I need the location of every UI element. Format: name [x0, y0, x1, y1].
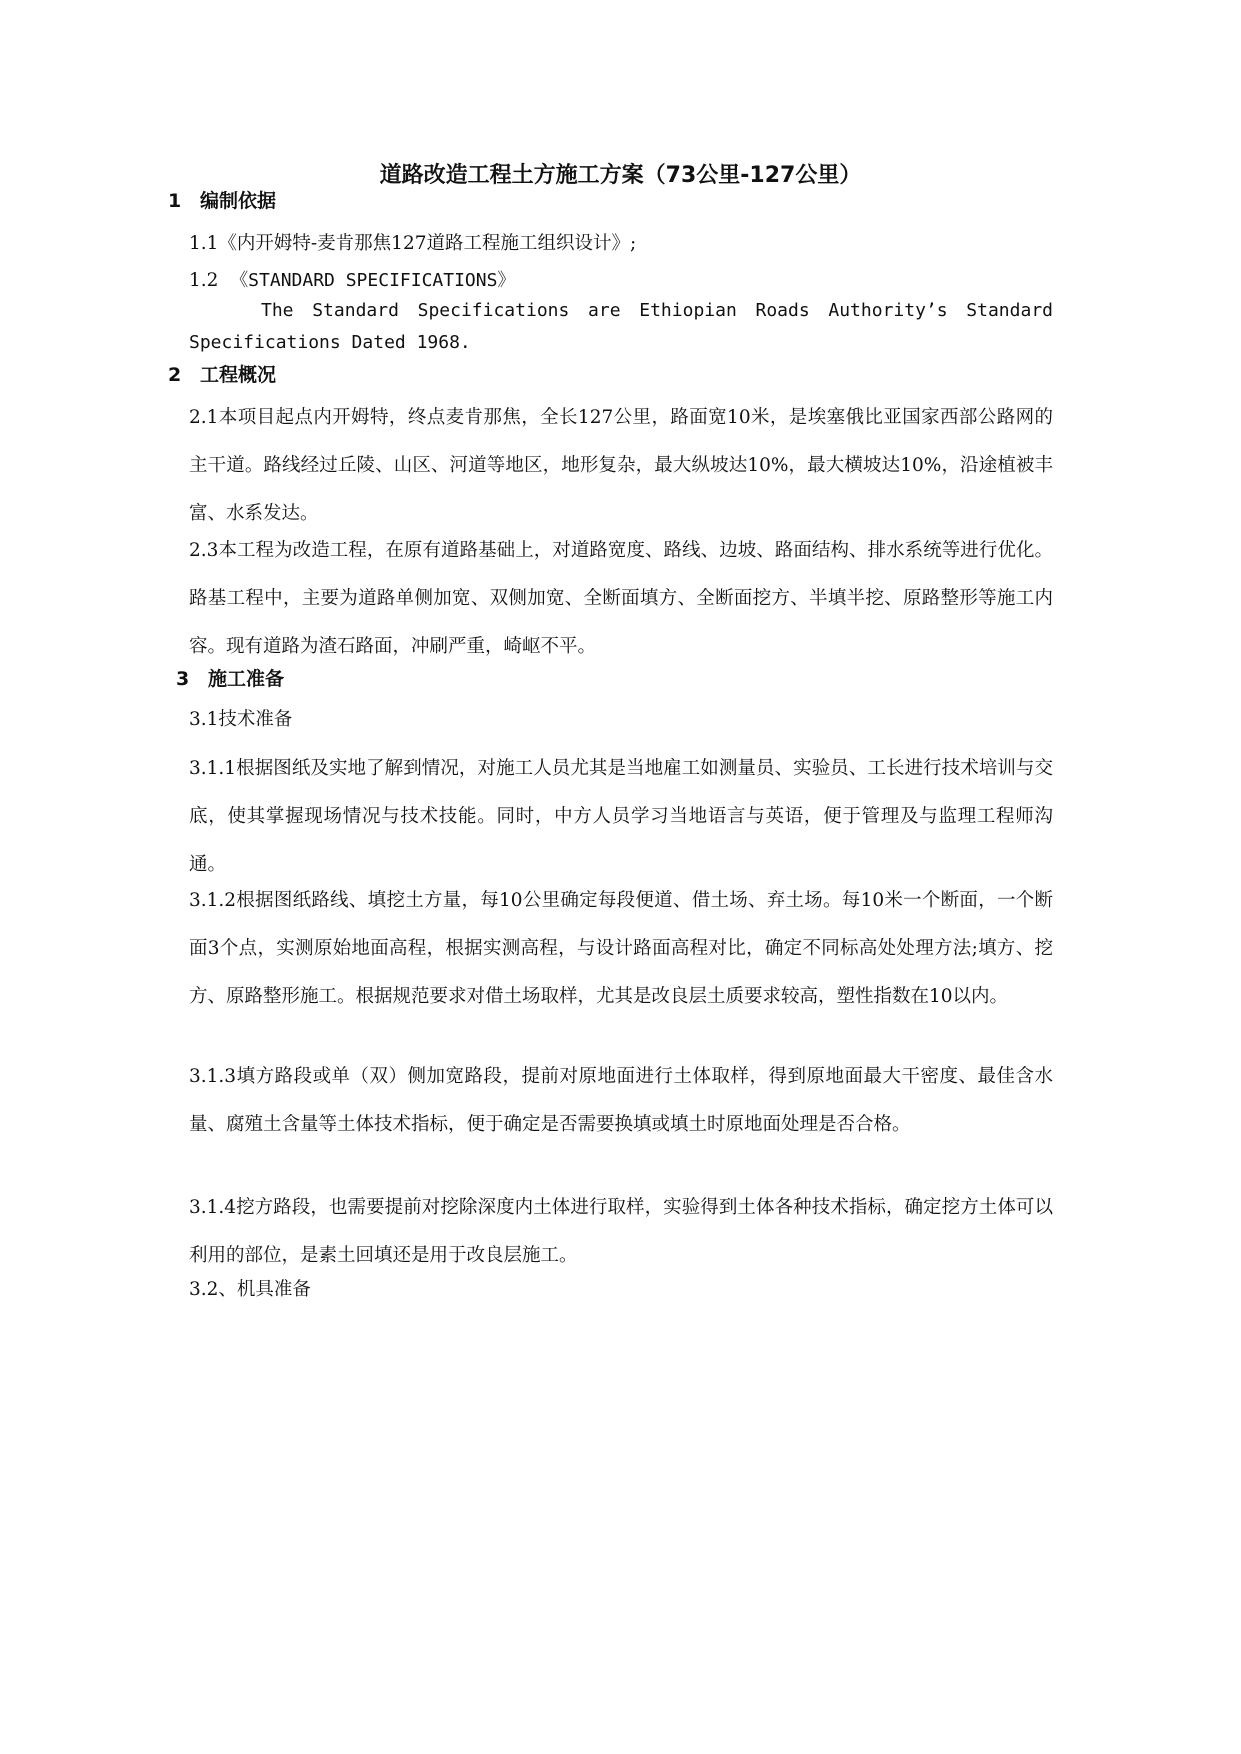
paragraph-3-1: 3.1技术准备 [189, 709, 293, 730]
document-title: 道路改造工程土方施工方案（73公里-127公里） [379, 163, 862, 188]
paragraph-3-2: 3.2、机具准备 [189, 1279, 311, 1300]
section-title: 工程概况 [200, 364, 277, 386]
section-title: 施工准备 [208, 668, 285, 690]
paragraph-2-3: 2.3本工程为改造工程，在原有道路基础上，对道路宽度、路线、边坡、路面结构、排水系统等进行优化。路基工程中，主要为道路单侧加宽、双侧加宽、全断面填方、全断面挖方、半填半挖、原路整形等施工内容。现有道路为渣石路面，冲刷严重，崎岖不平。 [189, 540, 1053, 657]
section-3-heading [176, 664, 284, 694]
section-title: 编制依据 [200, 190, 277, 212]
section-number: 2 [168, 364, 182, 386]
section-1-heading [168, 186, 276, 216]
section-2-heading [168, 360, 276, 390]
paragraph-1-1: 1.1《内开姆特-麦肯那焦127道路工程施工组织设计》; [189, 233, 637, 254]
item-title: 《STANDARD SPECIFICATIONS》 [230, 270, 516, 291]
section-number: 1 [168, 190, 182, 212]
paragraph-1-2-title [189, 266, 515, 296]
paragraph-3-1-4: 3.1.4挖方路段，也需要提前对挖除深度内土体进行取样，实验得到土体各种技术指标，确定挖方土体可以利用的部位，是素土回填还是用于改良层施工。 [189, 1197, 1053, 1266]
section-number: 3 [176, 668, 190, 690]
paragraph-1-2-body: The Standard Specifications are Ethiopian Roads Authority’s Standard Specifications Dated 1968. [189, 300, 1053, 353]
paragraph-2-1: 2.1本项目起点内开姆特，终点麦肯那焦，全长127公里，路面宽10米，是埃塞俄比亚国家西部公路网的主干道。路线经过丘陵、山区、河道等地区，地形复杂，最大纵坡达10%，最大横坡达10%，沿途植被丰富、水系发达。 [189, 407, 1053, 524]
item-number: 1.2 [189, 270, 219, 291]
paragraph-3-1-3: 3.1.3填方路段或单（双）侧加宽路段，提前对原地面进行土体取样，得到原地面最大干密度、最佳含水量、腐殖土含量等土体技术指标，便于确定是否需要换填或填土时原地面处理是否合格。 [189, 1066, 1053, 1135]
paragraph-3-1-1: 3.1.1根据图纸及实地了解到情况，对施工人员尤其是当地雇工如测量员、实验员、工长进行技术培训与交底，使其掌握现场情况与技术技能。同时，中方人员学习当地语言与英语，便于管理及与监理工程师沟通。 [189, 758, 1053, 875]
paragraph-3-1-2: 3.1.2根据图纸路线、填挖土方量，每10公里确定每段便道、借土场、弃土场。每10米一个断面，一个断面3个点，实测原始地面高程，根据实测高程，与设计路面高程对比，确定不同标高处处理方法;填方、挖方、原路整形施工。根据规范要求对借土场取样，尤其是改良层土质要求较高，塑性指数在10以内。 [189, 890, 1053, 1007]
